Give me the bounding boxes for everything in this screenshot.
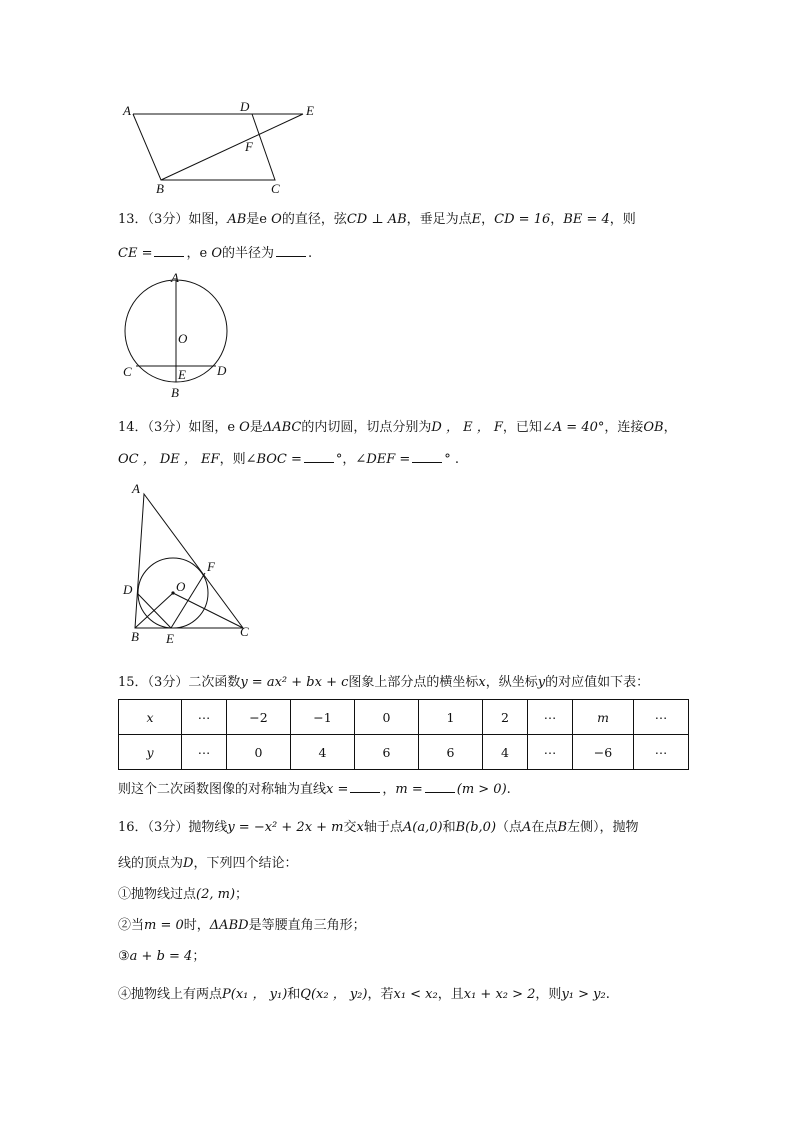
circle-figure [115,268,240,403]
label-e: E [178,367,186,382]
parallelogram-shape [133,114,275,180]
answer-blank-axis[interactable] [350,781,380,793]
label-e: E [166,631,174,646]
parallelogram-figure [118,95,328,200]
label-o: O [176,579,186,594]
q16-conclusion-3: ③a + b = 4； [118,949,206,964]
label-f: F [245,139,253,154]
answer-blank-radius[interactable] [276,245,306,257]
label-b: B [156,181,164,196]
label-a: A [171,270,179,285]
label-b: B [171,385,179,400]
label-c: C [123,364,132,379]
label-f: F [207,559,215,574]
answer-blank-boc[interactable] [304,451,334,463]
label-c: C [271,181,280,196]
value-table [118,699,689,770]
triangle-figure [118,478,263,650]
label-d: D [217,363,227,378]
center-dot [171,591,174,594]
label-c: C [240,624,249,639]
label-o: O [178,331,188,346]
q16-line1: 16．（3分）抛物线y = −x² + 2x + m交x轴于点A(a,0)和B(b,0)（点A在点B左侧），抛物 [118,820,639,835]
q16-line2: 线的顶点为D，下列四个结论： [118,856,298,871]
label-d: D [123,582,133,597]
q16-conclusion-2: ②当m = 0时，ΔABD是等腰直角三角形； [118,918,366,933]
answer-blank-m[interactable] [425,781,455,793]
answer-blank-def[interactable] [412,451,442,463]
q15-line2: 则这个二次函数图像的对称轴为直线x = ，m = (m > 0). [118,782,511,797]
label-a: A [132,481,140,496]
label-e: E [306,103,314,118]
q16-conclusion-4: ④抛物线上有两点P(x₁ ， y₁)和Q(x₂ ， y₂)，若x₁ < x₂，且x₁ + x₂ > 2，则y₁ > y₂. [118,987,610,1002]
answer-blank-ce[interactable] [154,245,184,257]
q16-conclusion-1: ①抛物线过点(2, m)； [118,887,249,902]
label-b: B [131,629,139,644]
table-row: x ⋯ −2 −1 0 1 2 ⋯ m ⋯ [119,700,689,735]
q14-line2: OC ， DE ， EF，则∠BOC = °，∠DEF = ° . [118,452,460,467]
segment-be [161,114,303,180]
table-row: y ⋯ 0 4 6 6 4 ⋯ −6 ⋯ [119,735,689,770]
q13-line2: CE = ，e O的半径为 . [118,246,313,261]
label-d: D [240,99,250,114]
q15-line1: 15．（3分）二次函数y = ax² + bx + c图象上部分点的横坐标x，纵坐标y的对应值如下表： [118,675,650,690]
q14-line1: 14．（3分）如图，e O是ΔABC的内切圆，切点分别为D ， E ， F，已知∠A = 40°，连接OB， [118,420,677,435]
q13-line1: 13．（3分）如图，AB是e O的直径，弦CD ⊥ AB，垂足为点E，CD = 16，BE = 4，则 [118,212,636,227]
label-a: A [123,103,131,118]
